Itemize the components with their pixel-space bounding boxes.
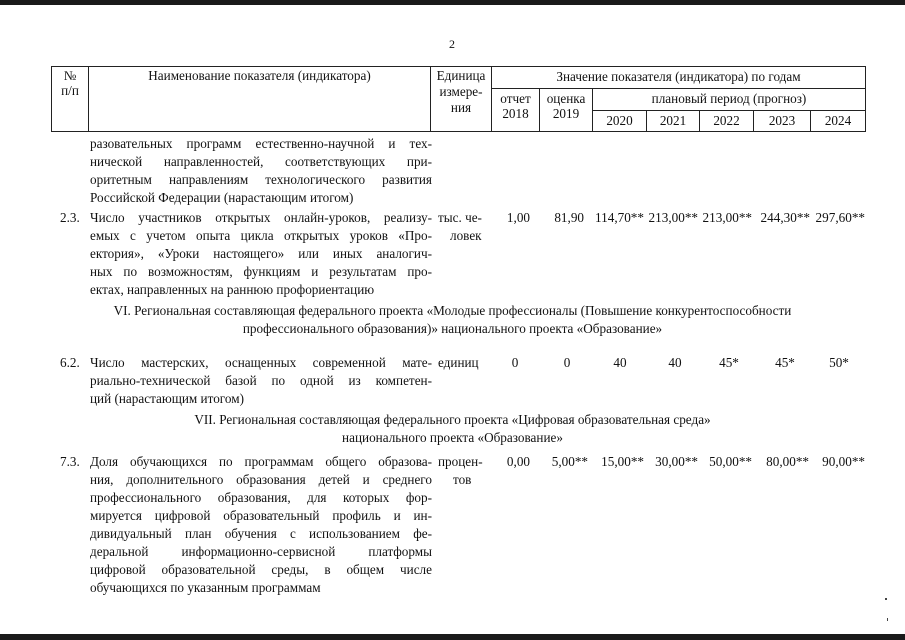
page-number: 2 [449, 37, 455, 51]
row-unit: процен- [438, 454, 483, 469]
header-no-sub: п/п [61, 83, 79, 98]
scan-speck [885, 598, 887, 600]
row-value: 81,90 [554, 210, 584, 225]
text-line: ектория», «Уроки настоящего» или иных аналогич- [90, 246, 432, 261]
header-estimate: оценка [546, 91, 586, 106]
row-number: 2.3. [60, 210, 80, 225]
row-value: 30,00** [655, 454, 698, 469]
row-value: 297,60** [815, 210, 865, 225]
row-value: 40 [668, 355, 682, 370]
row-value: 15,00** [601, 454, 644, 469]
continuation-text [90, 135, 432, 207]
row-value: 50,00** [709, 454, 752, 469]
header-year: 2024 [824, 113, 852, 128]
row-indicator-text [90, 453, 432, 597]
row-number: 7.3. [60, 454, 80, 469]
header-name: Наименование показателя (индикатора) [148, 68, 371, 83]
header-report-year: 2018 [502, 106, 529, 121]
scan-bottom-border [0, 634, 905, 640]
header-unit-3: ния [450, 100, 472, 115]
text-line: ций (нарастающим итогом) [90, 391, 244, 406]
text-line: емых с учетом опыта цикла открытых уроков «Про- [90, 228, 432, 243]
row-indicator-text [90, 209, 432, 299]
row-unit: тов [453, 472, 472, 487]
section-title: профессионального образования)» национального проекта «Образование» [242, 321, 663, 336]
header-year: 2021 [659, 113, 687, 128]
header-unit-2: измере- [439, 84, 483, 99]
text-line: обучающихся по указанным программам [90, 580, 321, 595]
text-line: Число участников открытых онлайн-уроков, реализу- [90, 210, 432, 225]
header-planned: плановый период (прогноз) [651, 91, 807, 106]
row-value: 0 [563, 355, 571, 370]
text-line: дивидуальный план обучения с использованием фе- [90, 526, 432, 541]
row-value: 213,00** [648, 210, 698, 225]
row-value: 0 [511, 355, 519, 370]
header-no: № [63, 68, 77, 83]
text-line: оритетным направлениям технологического развития [90, 172, 432, 187]
text-line: Доля обучающихся по программам общего образова- [90, 454, 432, 469]
row-value: 50* [829, 355, 849, 370]
text-line: ектах, направленных на раннюю профориентацию [90, 282, 375, 297]
text-line: ния, дополнительного образования детей и среднего [90, 472, 432, 487]
header-year: 2020 [606, 113, 633, 128]
text-line: цифровой образовательной среды, в общем числе [90, 562, 432, 577]
text-line: Российской Федерации (нарастающим итогом) [90, 190, 354, 205]
table-header [0, 0, 905, 132]
text-line: ных по возможностям, функциям и результатам про- [90, 264, 432, 279]
header-year: 2022 [713, 113, 740, 128]
header-year: 2023 [768, 113, 796, 128]
text-line: нической направленностей, соответствующих при- [90, 154, 432, 169]
row-value: 244,30** [760, 210, 810, 225]
header-estimate-year: 2019 [552, 106, 580, 121]
row-value: 1,00 [506, 210, 530, 225]
row-value: 114,70** [595, 210, 644, 225]
section-title: национального проекта «Образование» [342, 430, 563, 445]
row-value: 0,00 [506, 454, 530, 469]
row-value: 90,00** [822, 454, 865, 469]
section-title: VII. Региональная составляющая федерального проекта «Цифровая образовательная среда» [194, 412, 711, 427]
text-line: Число мастерских, оснащенных современной мате- [90, 355, 432, 370]
row-value: 45* [719, 355, 739, 370]
header-values: Значение показателя (индикатора) по годам [556, 69, 801, 84]
row-value: 213,00** [702, 210, 752, 225]
header-unit-1: Единица [436, 68, 486, 83]
row-value: 80,00** [766, 454, 809, 469]
text-line: профессионального образования, для которых фор- [90, 490, 432, 505]
row-number: 6.2. [60, 355, 80, 370]
header-report: отчет [500, 91, 531, 106]
row-unit: ловек [450, 228, 482, 243]
row-indicator-text [90, 354, 432, 408]
text-line: мируется цифровой образовательный профиль и ин- [90, 508, 432, 523]
row-unit: единиц [438, 355, 479, 370]
row-value: 40 [613, 355, 627, 370]
scan-speck [887, 618, 888, 621]
text-line: разовательных программ естественно-научной и тех- [90, 136, 432, 151]
text-line: риально-технической базой по одной из компетен- [90, 373, 432, 388]
text-line: деральной информационно-сервисной платформы [90, 544, 432, 559]
row-value: 45* [775, 355, 795, 370]
row-unit: тыс. че- [438, 210, 482, 225]
section-title: VI. Региональная составляющая федерального проекта «Молодые профессионалы (Повышение конкурентоспособности [113, 303, 792, 318]
row-value: 5,00** [551, 454, 588, 469]
